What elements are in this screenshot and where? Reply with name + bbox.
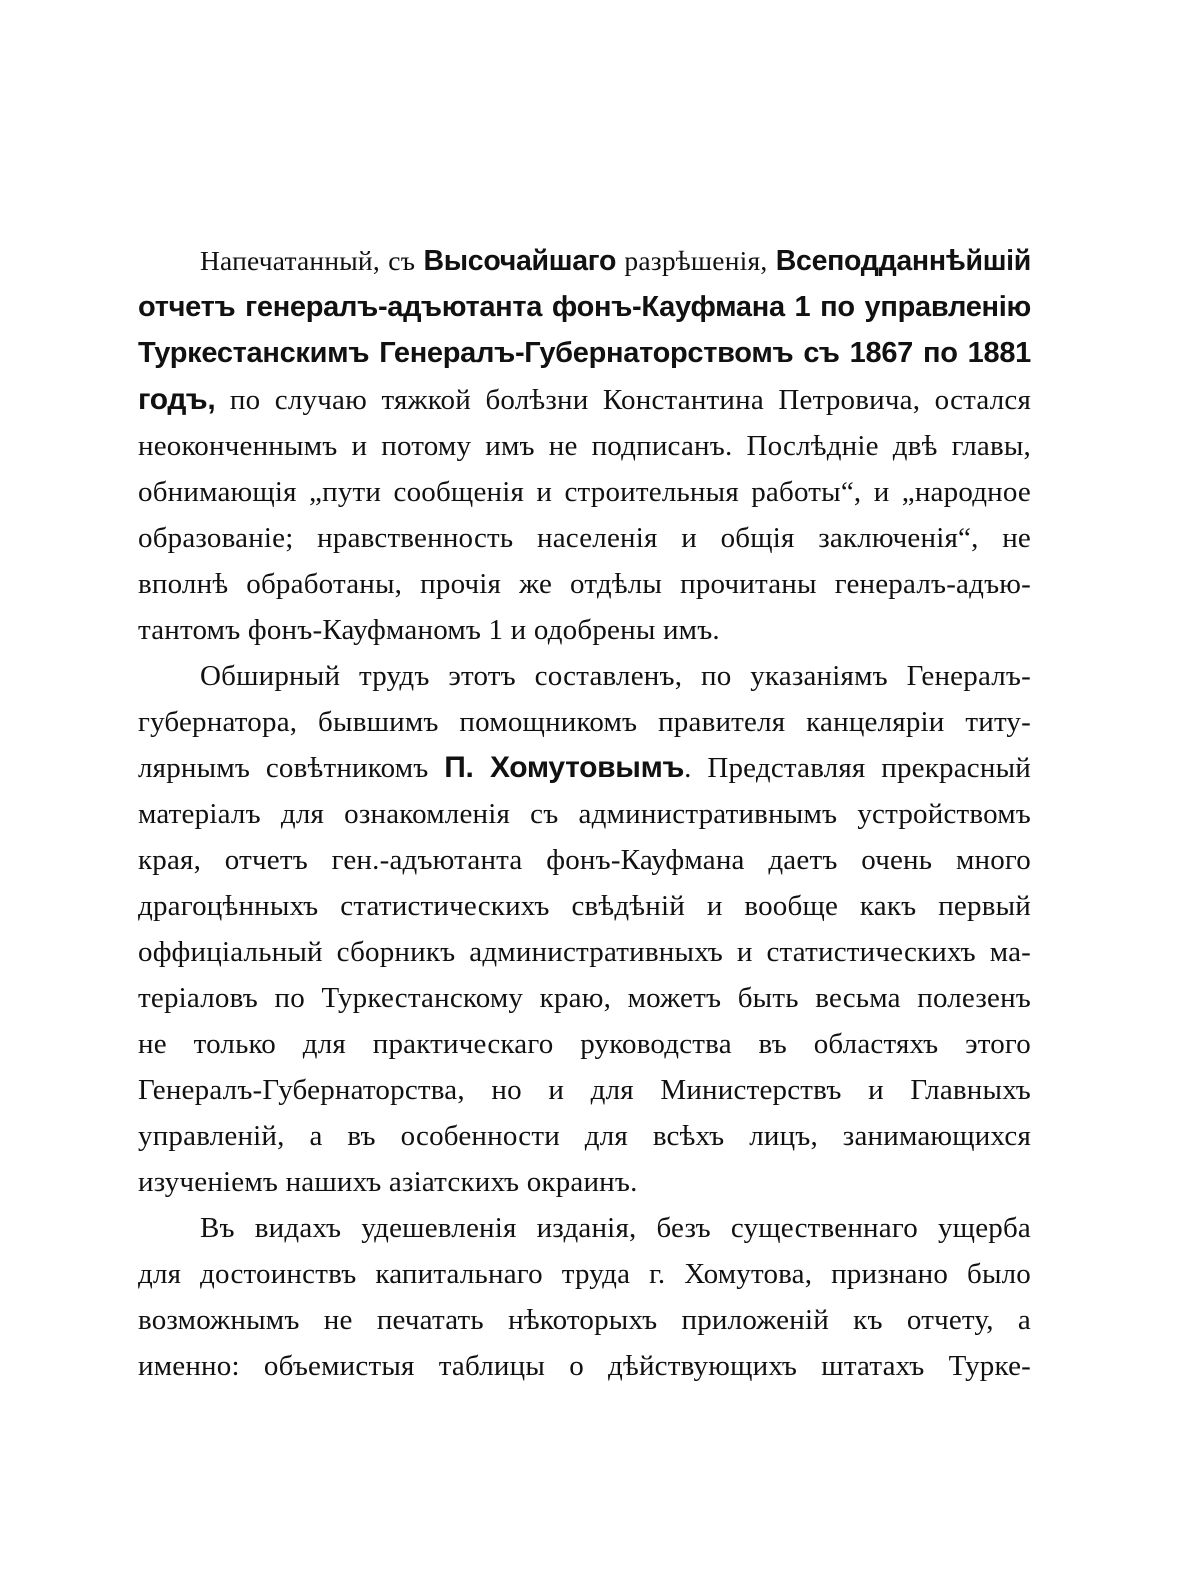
text-line: губернатора, бывшимъ помощникомъ правителя канцеляріи титу- <box>138 706 1031 738</box>
text-line: для достоинствъ капитальнаго труда г. Хомутова, признано было <box>138 1258 1031 1290</box>
text-line: тантомъ фонъ-Кауфманомъ 1 и одобрены имъ. <box>138 614 720 646</box>
text-line: образованіе; нравственность населенія и общія заключенія“, не <box>138 522 1031 554</box>
text-line: обнимающія „пути сообщенія и строительныя работы“, и „народное <box>138 476 1031 508</box>
text-line: отчетъ генералъ-адъютанта фонъ-Кауфмана 1 по управленію <box>138 291 1031 323</box>
text-line: управленій, а въ особенности для всѣхъ лицъ, занимающихся <box>138 1120 1031 1152</box>
text-line: изученіемъ нашихъ азіатскихъ окраинъ. <box>138 1166 638 1198</box>
text-line: матеріалъ для ознакомленія съ административнымъ устройствомъ <box>138 798 1031 830</box>
text-line: возможнымъ не печатать нѣкоторыхъ приложеній къ отчету, а <box>138 1304 1031 1336</box>
text-line: вполнѣ обработаны, прочія же отдѣлы прочитаны генералъ-адъю- <box>138 568 1031 600</box>
text-line: теріаловъ по Туркестанскому краю, можетъ быть весьма полезенъ <box>138 982 1031 1014</box>
text-line: неоконченнымъ и потому имъ не подписанъ. Послѣдніе двѣ главы, <box>138 430 1031 462</box>
text-line: Напечатанный, съ Высочайшаго разрѣшенія, Всеподданнѣйшій <box>200 245 1031 277</box>
text-line: лярнымъ совѣтникомъ П. Хомутовымъ. Представляя прекрасный <box>138 751 1031 784</box>
text-line: не только для практическаго руководства въ областяхъ этого <box>138 1028 1031 1060</box>
text-line: оффиціальный сборникъ административныхъ и статистическихъ ма- <box>138 936 1031 968</box>
text-line: именно: объемистыя таблицы о дѣйствующихъ штатахъ Турке- <box>138 1350 1031 1382</box>
text-line: края, отчетъ ген.-адъютанта фонъ-Кауфмана даетъ очень много <box>138 844 1031 876</box>
text-line: Обширный трудъ этотъ составленъ, по указаніямъ Генералъ- <box>200 660 1031 692</box>
text-line: Въ видахъ удешевленія изданія, безъ существеннаго ущерба <box>200 1212 1031 1244</box>
text-line: драгоцѣнныхъ статистическихъ свѣдѣній и вообще какъ первый <box>138 890 1031 922</box>
text-line: Туркестанскимъ Генералъ-Губернаторствомъ съ 1867 по 1881 <box>138 337 1031 369</box>
text-line: Генералъ-Губернаторства, но и для Министерствъ и Главныхъ <box>138 1074 1031 1106</box>
text-line: годъ, по случаю тяжкой болѣзни Константина Петровича, остался <box>138 383 1031 416</box>
